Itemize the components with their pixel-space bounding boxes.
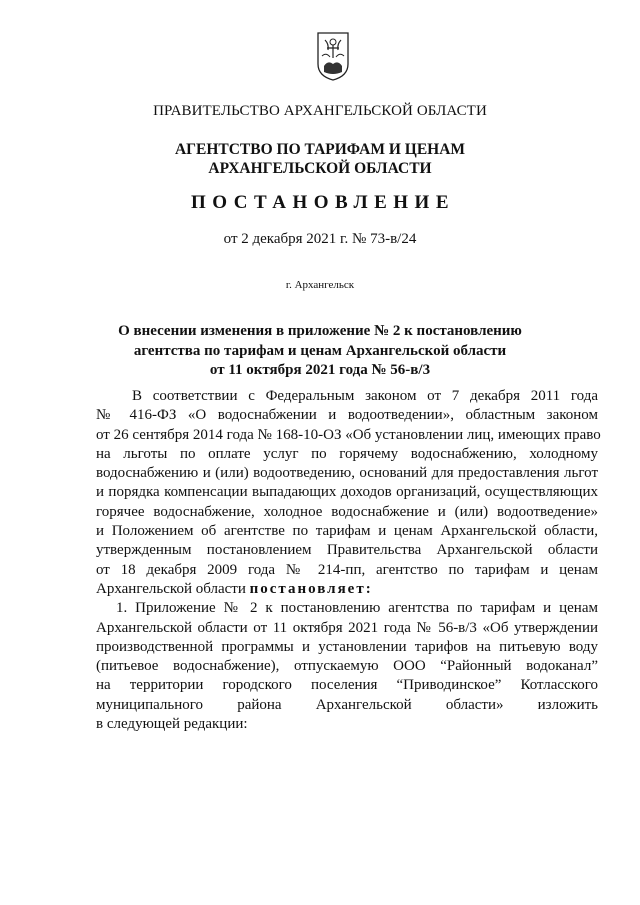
body-line: Архангельской области от 11 октября 2021 года № 56-в/3 «Об утверждении [96,619,598,636]
title-line: от 11 октября 2021 года № 56-в/3 [209,362,431,378]
coat-of-arms-emblem [316,30,350,82]
document-body [96,387,601,734]
body-line: водоснабжению и (или) водоотведению, оснований для предоставления льгот [96,465,598,482]
body-line: от 18 декабря 2009 года № 214-пп, агентство по тарифам и ценам [96,561,598,578]
body-line: в следующей редакции: [96,716,248,733]
resolution-keyword: постановляет: [249,580,373,597]
document-city: г. Архангельск [285,279,355,291]
body-line: производственной программы и установлении тарифов на питьевую воду [96,638,598,655]
title-line: агентства по тарифам и ценам Архангельской области [133,342,507,359]
body-line: и порядка компенсации выпадающих доходов организаций, осуществляющих [96,484,598,501]
body-line [96,580,598,599]
document-type: ПОСТАНОВЛЕНИЕ [190,192,456,213]
document-date-number: от 2 декабря 2021 г. № 73-в/24 [223,231,417,247]
body-line: утвержденным постановлением Правительства Архангельской области [96,542,598,559]
body-line: от 26 сентября 2014 года № 168-10-ОЗ «Об установлении лиц, имеющих право [96,426,601,443]
agency-name-line: АГЕНТСТВО ПО ТАРИФАМ И ЦЕНАМ [174,141,466,158]
body-line: муниципального района Архангельской области» изложить [96,696,598,713]
body-line: на льготы по оплате услуг по горячему водоснабжению, холодному [96,445,598,462]
body-line: № 416-ФЗ «О водоснабжении и водоотведении», областным законом [96,407,598,424]
body-line: на территории городского поселения “Приводинское” Котласского [96,677,598,694]
title-line: О внесении изменения в приложение № 2 к постановлению [118,323,522,339]
agency-name-line: АРХАНГЕЛЬСКОЙ ОБЛАСТИ [208,160,432,177]
agency-name [0,140,640,178]
body-text: Архангельской области [96,580,250,597]
body-line: горячее водоснабжение, холодное водоснабжение и (или) водоотведение» [96,503,598,520]
body-line: В соответствии с Федеральным законом от 7 декабря 2011 года [132,388,598,404]
body-line: (питьевое водоснабжение), отпускаемую ООО “Районный водоканал” [96,658,598,675]
body-line: 1. Приложение № 2 к постановлению агентства по тарифам и ценам [116,600,598,617]
document-title [0,322,640,381]
government-name: ПРАВИТЕЛЬСТВО АРХАНГЕЛЬСКОЙ ОБЛАСТИ [153,103,487,119]
body-line: и Положением об агентстве по тарифам и ценам Архангельской области, [96,523,598,540]
